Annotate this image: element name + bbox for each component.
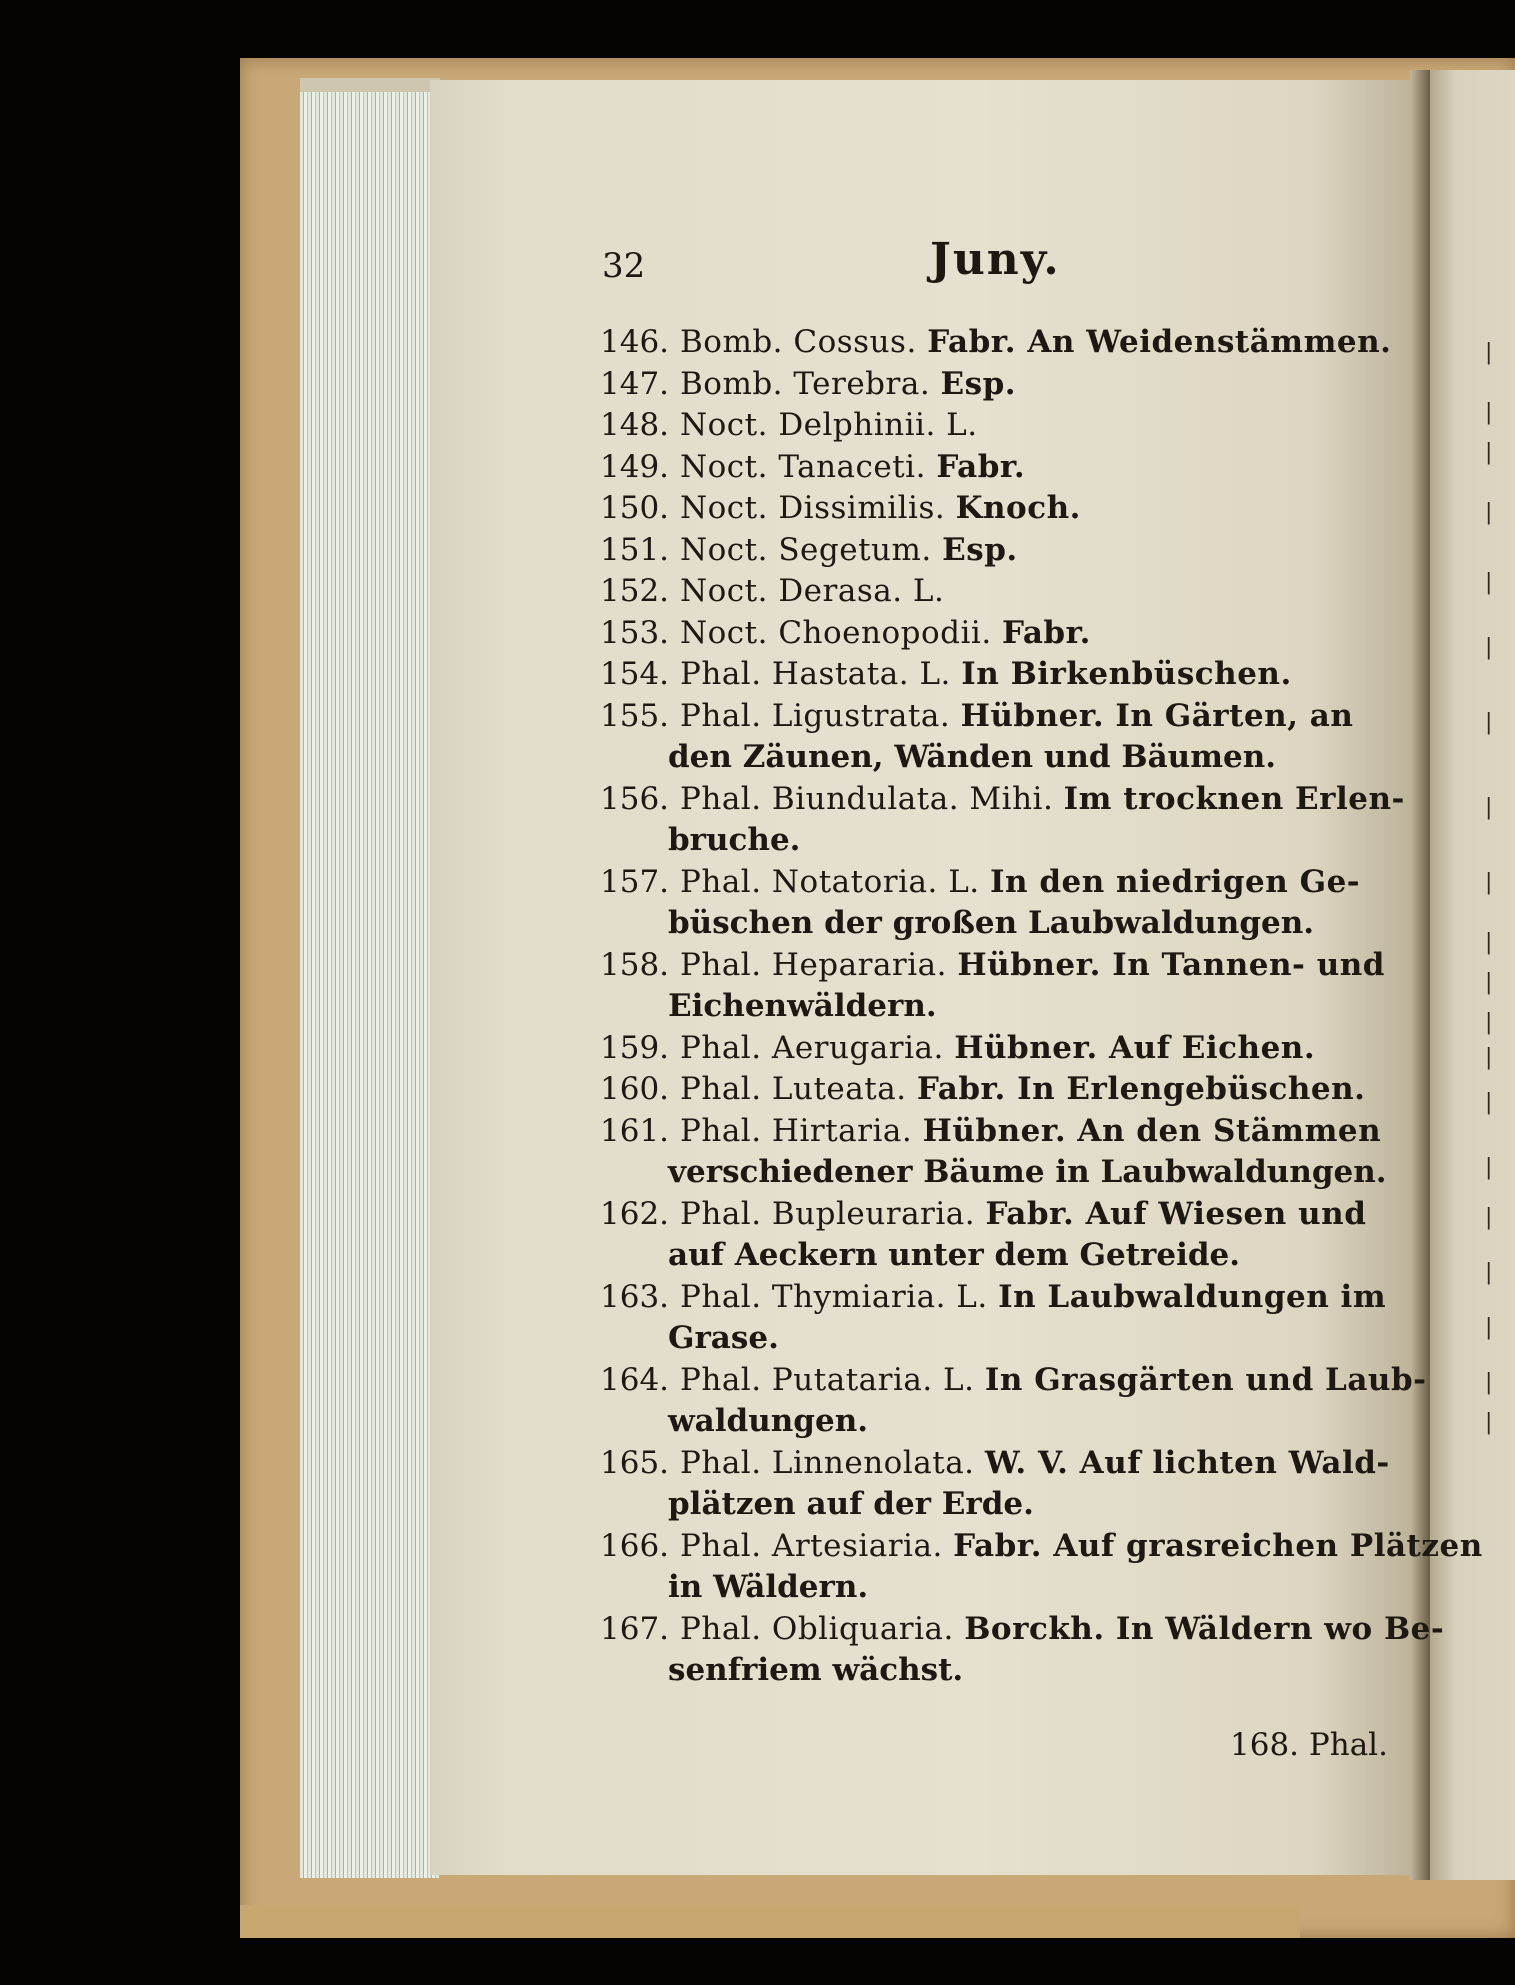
cropped-text-mark: |	[1485, 795, 1493, 820]
entry-continuation: waldungen.	[668, 1403, 869, 1439]
cropped-text-mark: |	[1485, 1205, 1493, 1230]
entry-continuation: verschiedener Bäume in Laubwaldungen.	[668, 1154, 1387, 1190]
entry-continuation: in Wäldern.	[668, 1569, 869, 1605]
cropped-text-mark: |	[1485, 1370, 1493, 1395]
species-entry	[600, 1443, 1390, 1483]
entry-latin-name: Phal. Obliquaria.	[680, 1610, 965, 1647]
entry-habitat: Fabr. Auf grasreichen Plätzen	[953, 1527, 1483, 1564]
species-entry	[600, 1277, 1386, 1317]
entry-habitat: In den niedrigen Ge-	[990, 863, 1361, 900]
species-entry	[600, 530, 1018, 570]
entry-latin-name: Phal. Hirtaria.	[680, 1112, 923, 1149]
cropped-text-mark: |	[1485, 710, 1493, 735]
entry-number: 158.	[600, 946, 670, 983]
entry-continuation: Eichenwäldern.	[668, 988, 937, 1024]
entry-habitat: Hübner. In Tannen- und	[957, 946, 1385, 983]
entry-number: 165.	[600, 1444, 670, 1481]
entry-habitat: Borckh. In Wäldern wo Be-	[964, 1610, 1445, 1647]
cropped-text-mark: |	[1485, 400, 1493, 425]
species-entry	[600, 488, 1081, 528]
cropped-text-mark: |	[1485, 1155, 1493, 1180]
page-number: 32	[602, 246, 646, 286]
entry-number: 154.	[600, 656, 670, 692]
entry-number: 151.	[600, 531, 670, 568]
species-entry	[600, 1360, 1427, 1400]
entry-number: 155.	[600, 697, 670, 734]
entry-habitat: Hübner. Auf Eichen.	[954, 1029, 1316, 1066]
entry-continuation: den Zäunen, Wänden und Bäumen.	[668, 739, 1277, 775]
catchword: 168. Phal.	[1230, 1727, 1388, 1763]
entry-latin-name: Phal. Hastata. L.	[680, 656, 962, 692]
entry-number: 146.	[600, 324, 670, 360]
species-entry	[600, 447, 1025, 487]
species-entry	[600, 779, 1405, 819]
entry-habitat: Fabr. An Weidenstämmen.	[927, 324, 1392, 360]
entry-continuation: senfriem wächst.	[668, 1652, 964, 1688]
species-entry	[600, 1526, 1483, 1566]
cropped-text-mark: |	[1485, 340, 1493, 365]
entry-latin-name: Phal. Hepararia.	[680, 946, 958, 983]
entry-latin-name: Phal. Ligustrata.	[680, 697, 961, 734]
cropped-text-mark: |	[1485, 440, 1493, 465]
entry-latin-name: Noct. Tanaceti.	[680, 448, 937, 485]
page-title: Juny.	[930, 234, 1061, 285]
entry-number: 156.	[600, 780, 670, 817]
entry-continuation: plätzen auf der Erde.	[668, 1486, 1034, 1522]
entry-number: 163.	[600, 1278, 670, 1315]
cropped-text-mark: |	[1485, 1090, 1493, 1115]
species-entry	[600, 1194, 1366, 1234]
entry-habitat: W. V. Auf lichten Wald-	[984, 1444, 1390, 1481]
entry-latin-name: Bomb. Cossus.	[680, 324, 928, 360]
cropped-text-mark: |	[1485, 870, 1493, 895]
entry-number: 157.	[600, 863, 670, 900]
entry-number: 162.	[600, 1195, 670, 1232]
entry-number: 164.	[600, 1361, 670, 1398]
species-entry	[600, 654, 1292, 694]
entry-latin-name: Phal. Linnenolata.	[680, 1444, 985, 1481]
entry-latin-name: Noct. Choenopodii.	[680, 614, 1003, 651]
entry-number: 161.	[600, 1112, 670, 1149]
cropped-text-mark: |	[1485, 500, 1493, 525]
cropped-text-mark: |	[1485, 1410, 1493, 1435]
entry-latin-name: Noct. Delphinii. L.	[680, 407, 978, 443]
entry-latin-name: Phal. Luteata.	[680, 1071, 917, 1107]
entry-habitat: Esp.	[942, 531, 1018, 568]
cropped-text-mark: |	[1485, 570, 1493, 595]
entry-latin-name: Phal. Artesiaria.	[680, 1527, 954, 1564]
entry-number: 160.	[600, 1071, 670, 1107]
entry-habitat: Hübner. In Gärten, an	[960, 697, 1354, 734]
entry-habitat: Esp.	[940, 365, 1017, 402]
entry-continuation: büschen der großen Laubwaldungen.	[668, 905, 1315, 941]
species-entry	[600, 322, 1391, 362]
cropped-text-mark: |	[1485, 1260, 1493, 1285]
entry-latin-name: Phal. Bupleuraria.	[680, 1195, 986, 1232]
species-entry	[600, 696, 1353, 736]
species-entry	[600, 1069, 1365, 1109]
page-edges-top	[300, 78, 440, 92]
entry-latin-name: Phal. Biundulata. Mihi.	[680, 780, 1064, 817]
entry-latin-name: Phal. Notatoria. L.	[680, 863, 990, 900]
cropped-text-mark: |	[1485, 635, 1493, 660]
entry-habitat: In Birkenbüschen.	[961, 656, 1292, 692]
cropped-text-mark: |	[1485, 1045, 1493, 1070]
entry-number: 147.	[600, 365, 670, 402]
entry-habitat: Fabr.	[936, 448, 1026, 485]
species-entry	[600, 405, 978, 445]
species-entry	[600, 945, 1385, 985]
entry-latin-name: Bomb. Terebra.	[680, 365, 941, 402]
book-cover-edge	[240, 1905, 1300, 1938]
entry-continuation: bruche.	[668, 822, 801, 858]
entry-number: 149.	[600, 448, 670, 485]
entry-number: 153.	[600, 614, 670, 651]
species-entry	[600, 1111, 1381, 1151]
entry-number: 150.	[600, 490, 670, 526]
entry-continuation: Grase.	[668, 1320, 779, 1356]
entry-latin-name: Noct. Segetum.	[680, 531, 943, 568]
entry-habitat: In Grasgärten und Laub-	[984, 1361, 1427, 1398]
entry-habitat: Fabr.	[1002, 614, 1091, 651]
species-entry	[600, 1028, 1315, 1068]
cropped-text-mark: |	[1485, 970, 1493, 995]
cropped-text-mark: |	[1485, 930, 1493, 955]
entry-continuation: auf Aeckern unter dem Getreide.	[668, 1237, 1241, 1273]
entry-number: 148.	[600, 407, 670, 443]
entry-latin-name: Phal. Aerugaria.	[680, 1029, 955, 1066]
cropped-text-mark: |	[1485, 1010, 1493, 1035]
entry-latin-name: Phal. Putataria. L.	[680, 1361, 985, 1398]
entry-habitat: In Laubwaldungen im	[998, 1278, 1387, 1315]
entry-number: 159.	[600, 1029, 670, 1066]
species-entry	[600, 613, 1091, 653]
page-edges-stack	[300, 78, 440, 1878]
entry-habitat: Im trocknen Erlen-	[1063, 780, 1405, 817]
entry-latin-name: Phal. Thymiaria. L.	[680, 1278, 999, 1315]
entry-habitat: Hübner. An den Stämmen	[922, 1112, 1382, 1149]
entry-number: 166.	[600, 1527, 670, 1564]
species-entry	[600, 862, 1360, 902]
cropped-text-mark: |	[1485, 1315, 1493, 1340]
entry-number: 167.	[600, 1610, 670, 1647]
species-entry	[600, 1609, 1444, 1649]
species-entry	[600, 364, 1016, 404]
entry-habitat: Fabr. Auf Wiesen und	[985, 1195, 1367, 1232]
entry-latin-name: Noct. Derasa. L.	[680, 573, 945, 609]
entry-habitat: Fabr. In Erlengebüschen.	[916, 1071, 1366, 1107]
entry-latin-name: Noct. Dissimilis.	[680, 490, 956, 526]
species-entry	[600, 571, 944, 611]
entry-number: 152.	[600, 573, 670, 609]
entry-habitat: Knoch.	[955, 490, 1081, 526]
